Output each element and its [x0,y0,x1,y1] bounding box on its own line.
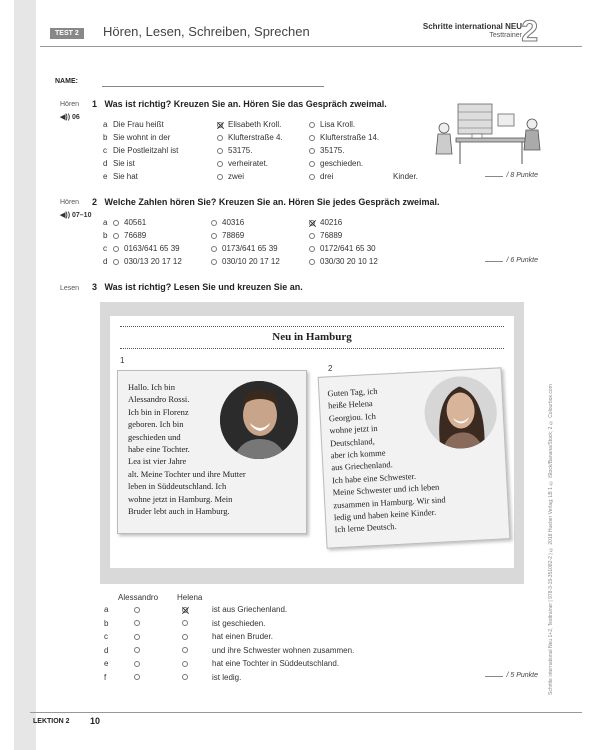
option-label: 40216 [320,218,343,227]
q1-row [103,120,393,129]
answer-checkbox[interactable] [182,674,188,680]
statement-row [104,605,287,614]
answer-checkbox[interactable] [113,233,119,239]
option [309,146,393,155]
statement-row [104,632,273,641]
answer-checkbox[interactable] [113,246,119,252]
option [211,231,309,240]
page-title: Hören, Lesen, Schreiben, Sprechen [103,24,310,39]
column-helena: Helena [177,593,203,602]
option [309,218,407,227]
item-letter: e [103,172,108,181]
item-letter: b [104,618,109,628]
statement-row [104,659,339,668]
item-letter: b [103,231,108,240]
answer-checkbox[interactable] [134,620,140,626]
option-label: geschieden. [320,159,364,168]
item-letter: f [104,672,107,682]
q1-points: / 8 Punkte [485,172,538,179]
item-letter: c [103,146,107,155]
q2-skill: Hören [60,199,80,206]
statement-text: und ihre Schwester wohnen zusammen. [212,645,355,655]
answer-checkbox[interactable] [134,607,140,613]
option [113,218,211,227]
brand [423,22,522,39]
answer-checkbox[interactable] [134,647,140,653]
item-prompt: Sie hat [113,172,138,181]
option [309,159,393,168]
alessandro-option [134,619,182,628]
answer-checkbox[interactable] [217,135,223,141]
statement-row [104,673,241,682]
statement-row [104,619,265,628]
q1-skill: Hören [60,101,80,108]
option-label: 030/13 20 17 12 [124,257,182,266]
answer-checkbox[interactable] [134,634,140,640]
q2-number: 2 [92,197,98,207]
title-dotted-line [120,348,504,349]
q1-row [103,159,393,168]
item-letter: d [104,645,109,655]
q1-row [103,146,393,155]
q2-text: Welche Zahlen hören Sie? Kreuzen Sie an. Hören Sie jedes Gespräch zweimal. [104,197,440,207]
option-label: 76889 [320,231,343,240]
q3-number: 3 [92,282,98,292]
q3-text: Was ist richtig? Lesen Sie und kreuzen Sie an. [104,282,303,292]
answer-checkbox[interactable] [309,220,315,226]
item-letter: c [104,632,108,641]
option-label: 0163/641 65 39 [124,244,180,253]
option [211,218,309,227]
option-label: 0173/641 65 39 [222,244,278,253]
brand-name: Schritte international NEU [422,22,522,31]
answer-checkbox[interactable] [182,661,188,667]
option-label: 40561 [124,218,147,227]
q2-heading [92,197,439,207]
q2-row [103,231,407,240]
item-letter: e [104,659,109,668]
option [217,146,309,155]
card2-text: Guten Tag, ich heiße Helena Georgiou. Ich wohne jetzt in Deutschland, aber ich komme aus Griechenland. Ich habe eine Schwester. Meine Schwester und ich leben zusammen in Hamburg. Wir sind ledig und haben keine Kinder. Ich lerne Deutsch. [327,385,446,535]
header-divider [40,46,582,47]
statement-text: ist ledig. [212,672,242,682]
option-label: 78869 [222,231,245,240]
alessandro-option [134,646,182,655]
copyright-note: Schritte international Neu 1+2, Testtrainer | 978-3-19-351082-2 | © 2018 Hueber Verlag; LB 1 © iStock/Banana/Stock; 2 © Colourbox.com [548,384,554,695]
helena-option [182,605,212,614]
name-label: NAME: [55,78,78,85]
q1-heading [92,99,387,109]
option-label: drei [320,172,334,181]
q2-points: / 6 Punkte [485,257,538,264]
helena-option [182,632,212,641]
option-label: 0172/641 65 30 [320,244,376,253]
option [309,133,393,142]
board-title: Neu in Hamburg [272,331,352,343]
answer-checkbox[interactable] [217,148,223,154]
item-prompt: Sie ist [113,159,135,168]
profile-card-alessandro [117,370,307,534]
answer-checkbox[interactable] [217,161,223,167]
answer-checkbox[interactable] [211,259,217,265]
alessandro-option [134,659,182,668]
item-letter: a [103,120,108,129]
answer-checkbox[interactable] [113,220,119,226]
helena-option [182,673,212,682]
footer-lektion: LEKTION 2 [33,718,70,725]
item-prompt: Sie wohnt in der [113,133,171,142]
option [217,159,309,168]
name-field[interactable] [102,86,324,87]
answer-checkbox[interactable] [182,647,188,653]
option [309,231,407,240]
card2-number: 2 [328,364,333,373]
alessandro-option [134,673,182,682]
answer-checkbox[interactable] [309,122,315,128]
q1-number: 1 [92,99,98,109]
answer-checkbox[interactable] [182,607,188,613]
footer-divider [30,712,582,713]
answer-checkbox[interactable] [309,135,315,141]
item-prompt: Die Postleitzahl ist [113,146,179,155]
answer-checkbox[interactable] [309,259,315,265]
option [211,257,309,266]
test-badge: TEST 2 [50,28,84,39]
statement-row [104,646,354,655]
answer-checkbox[interactable] [309,148,315,154]
option [217,172,309,181]
profile-card-helena [318,367,511,548]
option-label: 030/30 20 10 12 [320,257,378,266]
item-letter: a [104,605,109,614]
page-margin-bar [14,0,36,750]
option [217,133,309,142]
option-label: Lisa Kroll. [320,120,356,129]
option-label: Klufterstraße 4. [228,133,283,142]
answer-checkbox[interactable] [309,246,315,252]
option [211,244,309,253]
office-illustration [428,98,546,168]
answer-checkbox[interactable] [309,174,315,180]
answer-checkbox[interactable] [182,634,188,640]
q3-heading [92,282,303,292]
statement-text: hat eine Tochter in Süddeutschland. [212,659,340,668]
q1-row [103,133,393,142]
option [113,231,211,240]
option [309,257,407,266]
option-label: 35175. [320,146,345,155]
option-label: Elisabeth Kroll. [228,120,282,129]
option-label: verheiratet. [228,159,269,168]
q2-audio-icon: ◀)) 07–10 [60,212,92,219]
answer-checkbox[interactable] [182,620,188,626]
answer-checkbox[interactable] [309,233,315,239]
item-letter: b [103,133,108,142]
option [309,120,393,129]
helena-option [182,659,212,668]
title-dotted-line [120,326,504,327]
item-letter: d [103,257,108,266]
option [217,120,309,129]
q1-audio-icon: ◀)) 06 [60,114,80,121]
option-label: Klufterstraße 14. [320,133,380,142]
alessandro-option [134,632,182,641]
card1-text: Hallo. Ich bin Alessandro Rossi. Ich bin in Florenz geboren. Ich bin geschieden und habe eine Tochter. Lea ist vier Jahre alt. Meine Tochter und ihre Mutter leben in Süddeutschland. Ich wohne jetzt in Hamburg. Mein Bruder lebt auch in Hamburg. [128,382,246,517]
option-label: 76689 [124,231,147,240]
option-label: zwei [228,172,245,181]
q2-row [103,257,407,266]
answer-checkbox[interactable] [113,259,119,265]
q1-text: Was ist richtig? Kreuzen Sie an. Hören Sie das Gespräch zweimal. [104,99,387,109]
option-suffix: Kinder. [393,172,418,181]
statement-text: hat einen Bruder. [212,632,273,641]
item-letter: a [103,218,108,227]
column-alessandro: Alessandro [118,593,159,602]
brand-sub: Testtrainer [489,32,522,39]
answer-checkbox[interactable] [134,661,140,667]
option [309,172,393,181]
page-number: 10 [90,716,101,726]
helena-option [182,646,212,655]
option [113,244,211,253]
option [113,257,211,266]
q3-points: / 5 Punkte [485,672,538,679]
option-label: 030/10 20 17 12 [222,257,280,266]
statement-text: ist geschieden. [212,618,266,628]
alessandro-option [134,605,182,614]
item-letter: c [103,244,107,253]
statement-text: ist aus Griechenland. [212,605,288,614]
item-prompt: Die Frau heißt [113,120,164,129]
q1-row [103,172,418,181]
q3-skill: Lesen [60,285,80,292]
answer-checkbox[interactable] [217,174,223,180]
q2-row [103,244,407,253]
answer-checkbox[interactable] [211,233,217,239]
card1-number: 1 [120,356,125,365]
lesson-number: 2 [521,15,538,48]
answer-checkbox[interactable] [309,161,315,167]
item-letter: d [103,159,108,168]
option [309,244,407,253]
answer-checkbox[interactable] [211,220,217,226]
helena-option [182,619,212,628]
answer-checkbox[interactable] [211,246,217,252]
answer-checkbox[interactable] [217,122,223,128]
option-label: 53175. [228,146,253,155]
answer-checkbox[interactable] [134,674,140,680]
q2-row [103,218,407,227]
option-label: 40316 [222,218,245,227]
